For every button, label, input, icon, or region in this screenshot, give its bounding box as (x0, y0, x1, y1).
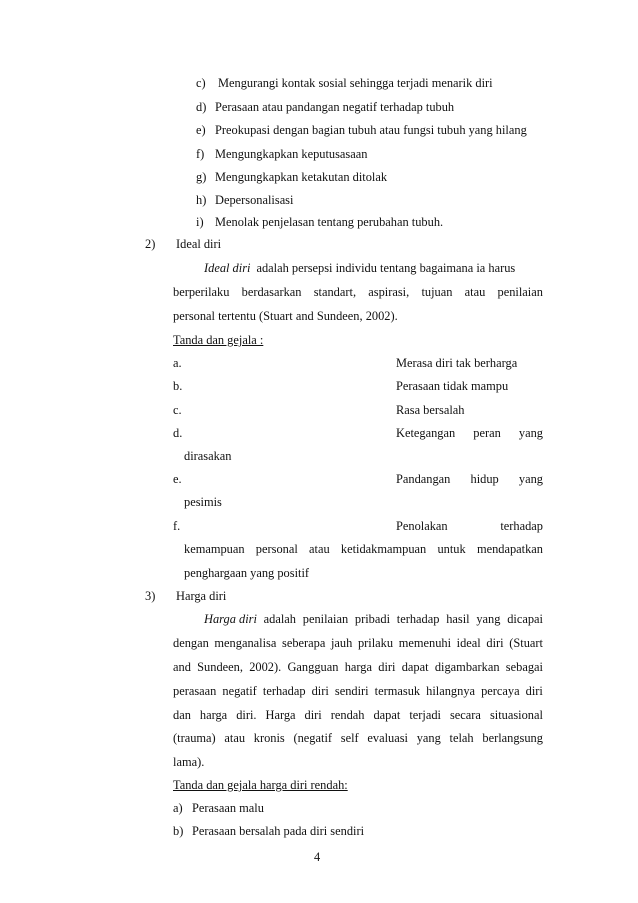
item-text: Ketegangan peran yang (396, 426, 543, 440)
item-continuation: dirasakan (184, 449, 232, 463)
list-item-text: Perasaan atau pandangan negatif terhadap tubuh (215, 100, 455, 114)
item-marker: f. (173, 519, 181, 533)
list-item-d: d) Perasaan atau pandangan negatif terhadap tubuh (196, 100, 455, 114)
item-text: Rasa bersalah (396, 403, 465, 417)
paragraph-line: (trauma) atau kronis (negatif self evaluasi yang telah berlangsung (173, 731, 543, 745)
signs-title: Tanda dan gejala harga diri rendah: (173, 778, 348, 792)
list-item-text: Mengurangi kontak sosial sehingga terjadi menarik diri (218, 76, 493, 90)
paragraph-line: perasaan negatif terhadap diri sendiri termasuk hilangnya percaya diri (173, 684, 543, 698)
list-item-h: h) Depersonalisasi (196, 193, 294, 207)
list-item-a: a) Perasaan malu (173, 801, 264, 815)
list-item-e: e) Preokupasi dengan bagian tubuh atau fungsi tubuh yang hilang (196, 123, 527, 137)
item-marker: b. (173, 379, 183, 393)
item-text: Pandangan hidup yang (396, 472, 543, 486)
item-marker: d. (173, 426, 183, 440)
page-number: 4 (314, 850, 321, 864)
section-heading-ideal-diri: 2) Ideal diri (145, 237, 222, 251)
item-text: Perasaan tidak mampu (396, 379, 509, 393)
item-marker: a. (173, 356, 182, 370)
item-continuation: kemampuan personal atau ketidakmampuan untuk mendapatkan (184, 542, 543, 556)
paragraph-line: lama). (173, 755, 205, 769)
list-item-text: Perasaan malu (192, 801, 264, 815)
list-item-c: c) Mengurangi kontak sosial sehingga terjadi menarik diri (196, 76, 493, 90)
paragraph-line: berperilaku berdasarkan standart, aspirasi, tujuan atau penilaian (173, 285, 543, 299)
list-item-text: Preokupasi dengan bagian tubuh atau fungsi tubuh yang hilang (215, 123, 527, 137)
item-continuation: penghargaan yang positif (184, 566, 310, 580)
list-item-text: Mengungkapkan keputusasaan (215, 147, 368, 161)
list-item-i: i) Menolak penjelasan tentang perubahan tubuh. (196, 215, 444, 229)
paragraph-line: Harga diri adalah penilaian pribadi terhadap hasil yang dicapai (204, 612, 543, 626)
item-text: Merasa diri tak berharga (396, 356, 518, 370)
list-item-text: Depersonalisasi (215, 193, 294, 207)
list-item-b: b) Perasaan bersalah pada diri sendiri (173, 824, 365, 838)
signs-title: Tanda dan gejala : (173, 333, 264, 347)
paragraph-line: Ideal diri adalah persepsi individu tentang bagaimana ia harus (204, 260, 543, 276)
section-heading-harga-diri: 3) Harga diri (145, 589, 227, 603)
item-continuation: pesimis (184, 495, 222, 509)
list-item-text: Menolak penjelasan tentang perubahan tubuh. (215, 215, 444, 229)
paragraph-line: dan harga diri. Harga diri rendah dapat terjadi secara situasional (173, 708, 543, 722)
item-text: Penolakan terhadap (396, 519, 543, 533)
paragraph-line: and Sundeen, 2002). Gangguan harga diri dapat digambarkan sebagai (173, 660, 543, 674)
paragraph-line: personal tertentu (Stuart and Sundeen, 2002). (173, 309, 398, 323)
justified-words: adalah persepsi individu tentang bagaimana ia harus (256, 261, 516, 275)
list-item-f: f) Mengungkapkan keputusasaan (196, 147, 368, 161)
list-item-g: g) Mengungkapkan ketakutan ditolak (196, 170, 388, 184)
list-item-text: Mengungkapkan ketakutan ditolak (215, 170, 388, 184)
paragraph-line: dengan menganalisa seberapa jauh prilaku memenuhi ideal diri (Stuart (173, 636, 543, 650)
item-marker: e. (173, 472, 182, 486)
item-marker: c. (173, 403, 182, 417)
list-item-text: Perasaan bersalah pada diri sendiri (192, 824, 365, 838)
